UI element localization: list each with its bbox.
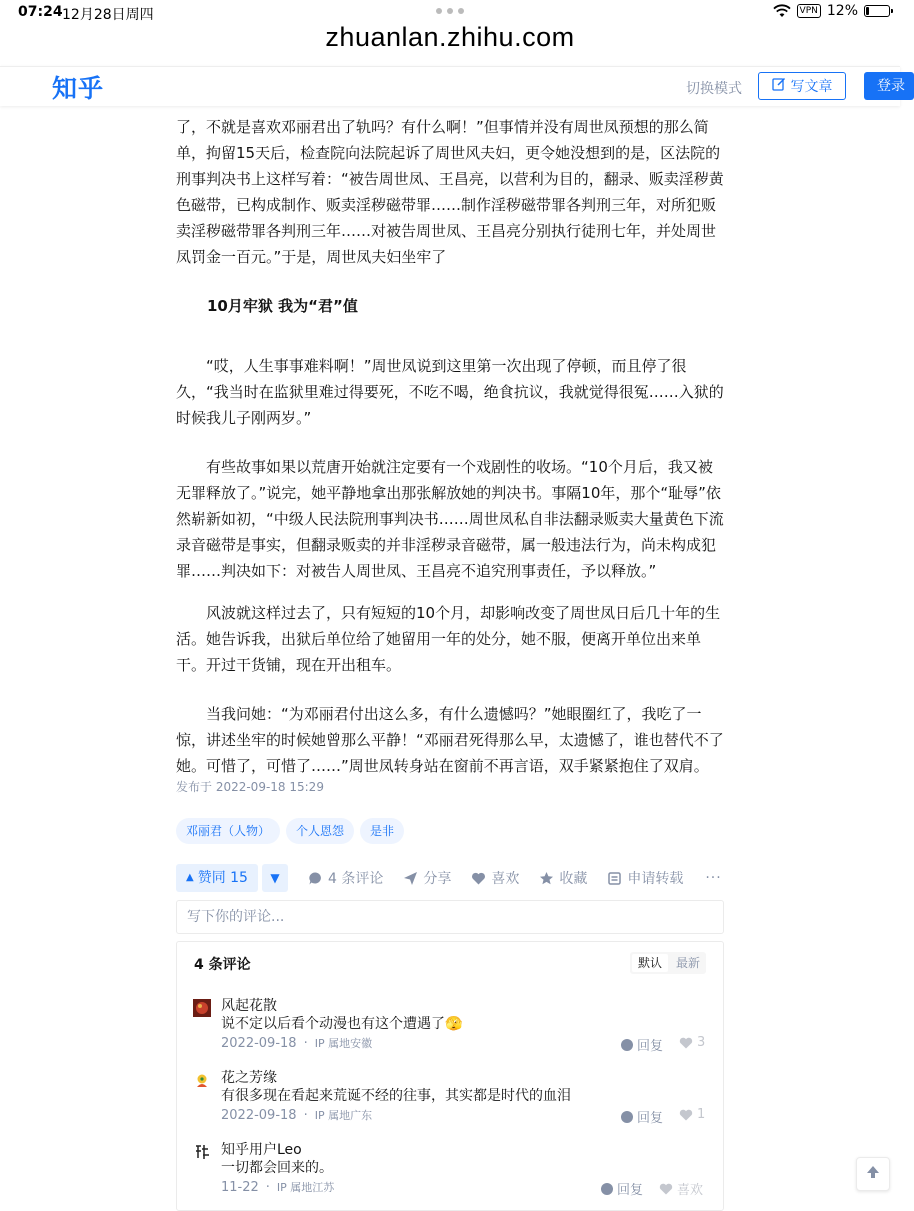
triangle-down-icon: ▼ [270,871,280,885]
edit-icon [772,77,786,95]
comment-meta: 2022-09-18 · IP 属地广东 [221,1108,373,1123]
status-time: 07:24 [18,4,63,20]
heart-icon [679,1109,693,1121]
status-date: 12月28日周四 [62,7,154,23]
document-icon [607,871,622,886]
repost-label: 申请转载 [627,871,684,887]
comments-button[interactable] [308,868,383,888]
vote-down-button[interactable] [262,864,288,892]
favorite-button[interactable] [539,868,587,888]
comment-input[interactable]: 写下你的评论... [176,900,724,934]
publish-date: 发布于 2022-09-18 15:29 [176,780,324,794]
comment-like-button[interactable]: 喜欢 [659,1179,703,1198]
comment-text: 有很多现在看起来荒诞不经的往事，其实都是时代的血泪 [221,1088,571,1104]
comment-date: 2022-09-18 [221,1108,297,1123]
write-article-button[interactable] [758,72,846,100]
zhihu-logo[interactable]: 知乎 [52,74,105,103]
triangle-up-icon: ▲ [186,872,194,883]
share-button[interactable] [403,868,451,888]
comment-text: 一切都会回来的。 [221,1160,333,1176]
heart-icon [679,1037,693,1049]
comment-author[interactable]: 花之芳缘 [221,1070,277,1086]
article-paragraph: 当我问她：“为邓丽君付出这么多，有什么遗憾吗？”她眼圈红了，我吃了一惊，讲述坐牢的时候她曾那么平静！“邓丽君死得那么早，太遗憾了，谁也替代不了她。可惜了，可惜了……”周世凤转身站在窗前不再言语，双手紧紧抱住了双肩。 [176,705,724,775]
article-paragraph: “哎，人生事事难料啊！”周世凤说到这里第一次出现了停顿，而且停了很久，“我当时在监狱里难过得要死，不吃不喝，绝食抗议，我就觉得很冤……入狱的时候我儿子刚两岁。” [176,357,724,427]
section-heading: 10月牢狱 我为“君”值 [207,297,358,315]
comments-label: 4 条评论 [327,871,384,887]
like-button[interactable] [471,868,519,888]
sort-latest-tab[interactable]: 最新 [675,956,700,970]
favorite-label: 收藏 [559,871,588,887]
battery-icon [864,5,890,17]
reply-button[interactable]: 回复 [601,1179,643,1198]
heart-icon [659,1183,673,1195]
reply-button[interactable]: 回复 [621,1107,663,1126]
share-icon [403,871,418,886]
back-to-top-button[interactable] [856,1157,890,1191]
comment-meta: 2022-09-18 · IP 属地安徽 [221,1036,373,1051]
repost-button[interactable] [607,868,683,888]
share-label: 分享 [423,871,452,887]
like-label: 喜欢 [491,871,520,887]
avatar[interactable] [193,999,211,1017]
comments-title: 4 条评论 [194,957,251,973]
vote-up-label: 赞同 15 [197,870,248,886]
write-article-label: 写文章 [790,79,833,95]
reply-icon [621,1111,633,1123]
article-paragraph: 风波就这样过去了，只有短短的10个月，却影响改变了周世凤日后几十年的生活。她告诉我，出狱后单位给了她留用一年的处分，她不服，便离开单位出来单干。开过干货铺，现在开出租车。 [176,604,721,674]
site-header [0,66,905,106]
peek-emoji: 🫣 [445,1016,463,1032]
avatar[interactable] [193,1143,211,1161]
comment-text: 说不定以后看个动漫也有这个遭遇了🫣 [221,1016,463,1032]
topic-tag[interactable]: 个人恩怨 [286,818,354,844]
vpn-badge: VPN [797,4,821,18]
multitasking-dots[interactable] [436,8,464,14]
login-button[interactable]: 登录 [864,72,914,100]
url-bar[interactable]: zhuanlan.zhihu.com [325,22,575,52]
comment-author[interactable]: 知乎用户Leo [221,1142,302,1158]
article-paragraph: 了，不就是喜欢邓丽君出了轨吗？有什么啊！”但事情并没有周世凤预想的那么简单，拘留15天后，检查院向法院起诉了周世风夫妇，更令她没想到的是，区法院的刑事判决书上这样写着：“被告周世凤、王昌亮，以营利为目的，翻录、贩卖淫秽黄色磁带，已构成制作、贩卖淫秽磁带罪……制作淫秽磁带罪各判刑三年，对所犯贩卖淫秽磁带罪各判刑三年……对被告周世凤、王昌亮分别执行徒刑七年，并处周世凤罚金一百元。”于是，周世凤夫妇坐牢了 [176,118,724,266]
reply-button[interactable]: 回复 [621,1035,663,1054]
battery-percent: 12% [826,3,858,19]
comment-like-button[interactable]: 1 [679,1107,705,1122]
comment-meta: 11-22 · IP 属地江苏 [221,1180,335,1195]
comment-ip: IP 属地安徽 [314,1037,373,1050]
comment-like-button[interactable]: 3 [679,1035,705,1050]
topic-tag[interactable]: 是非 [360,818,404,844]
more-button[interactable]: ··· [705,870,722,886]
comments-section [176,941,724,1211]
topic-tag[interactable]: 邓丽君（人物） [176,818,280,844]
wifi-icon [773,4,791,18]
comment-ip: IP 属地广东 [314,1109,373,1122]
vote-up-button[interactable] [176,864,258,892]
action-bar [176,864,722,892]
star-icon [539,871,554,886]
comment-date: 11-22 [221,1180,259,1195]
topic-tags [176,818,404,844]
comment-author[interactable]: 风起花散 [221,998,277,1014]
sort-default-tab[interactable]: 默认 [632,954,668,972]
avatar[interactable] [193,1071,211,1089]
comment-icon [308,871,323,886]
reply-icon [601,1183,613,1195]
arrow-up-icon [865,1164,881,1184]
reply-icon [621,1039,633,1051]
heart-icon [471,871,486,886]
comment-sort-toggle [630,952,706,974]
comment-date: 2022-09-18 [221,1036,297,1051]
switch-mode-button[interactable]: 切换模式 [686,81,742,97]
article-paragraph: 有些故事如果以荒唐开始就注定要有一个戏剧性的收场。“10个月后，我又被无罪释放了。”说完，她平静地拿出那张解放她的判决书。事隔10年，那个“耻辱”依然崭新如初，“中级人民法院刑事判决书……周世凤私自非法翻录贩卖大量黄色下流录音磁带是事实，但翻录贩卖的并非淫秽录音磁带，属一般违法行为，尚未构成犯罪……判决如下：对被告人周世凤、王昌亮不追究刑事责任，予以释放。” [176,458,724,580]
comment-ip: IP 属地江苏 [276,1181,335,1194]
